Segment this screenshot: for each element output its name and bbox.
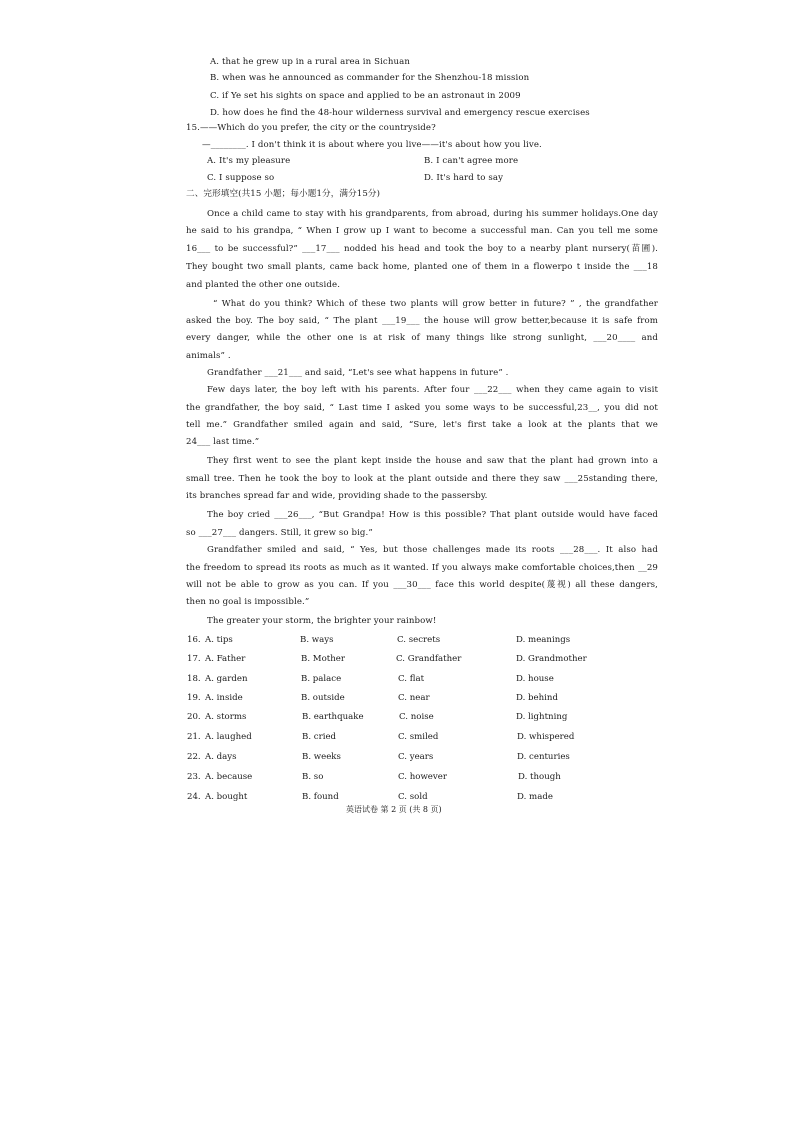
- choice-c: C. however: [398, 772, 447, 782]
- passage-line: They bought two small plants, came back home, planted one of them in a flowerpo t inside the ___18: [186, 262, 658, 272]
- page-footer: 英语试卷 第 2 页 (共 8 页): [346, 805, 442, 814]
- q14-option-d: D. how does he find the 48-hour wilderness survival and emergency rescue exercises: [210, 108, 590, 118]
- q15-reply: —________. I don't think it is about where you live——it's about how you live.: [202, 140, 542, 150]
- choice-b: B. ways: [300, 635, 334, 645]
- passage-line: Grandfather ___21___ and said, “Let's see what happens in future” .: [207, 368, 509, 378]
- choice-a: A. garden: [205, 674, 248, 684]
- choice-a: A. because: [205, 772, 253, 782]
- passage-line: 16___ to be successful?” ___17___ nodded his head and took the boy to a nearby plant nursery(苗圃).: [186, 244, 658, 254]
- choice-c: C. noise: [399, 712, 434, 722]
- q14-option-b: B. when was he announced as commander for the Shenzhou-18 mission: [210, 73, 530, 83]
- passage-line: every danger, while the other one is at risk of many things like strong sunlight, ___20____ and: [186, 333, 658, 343]
- passage-line: will not be able to grow as you can. If you ___30___ face this world despite(蔑视) all these dangers,: [186, 580, 658, 590]
- choice-number: 21.: [187, 732, 201, 742]
- choice-number: 20.: [187, 712, 201, 722]
- q15-option-b: B. I can't agree more: [424, 156, 519, 166]
- choice-d: D. whispered: [517, 732, 575, 742]
- passage-line: The boy cried ___26___, “But Grandpa! How is this possible? That plant outside would have faced: [207, 510, 658, 520]
- choice-number: 19.: [187, 693, 201, 703]
- passage-line: small tree. Then he took the boy to look at the plant outside and there they saw ___25standing there,: [186, 474, 658, 484]
- choice-c: C. years: [398, 752, 434, 762]
- choice-c: C. secrets: [397, 635, 441, 645]
- passage-line: Grandfather smiled and said, “ Yes, but those challenges made its roots ___28___. It also had: [207, 545, 658, 555]
- passage-line: Once a child came to stay with his grandparents, from abroad, during his summer holidays.One day: [207, 209, 658, 219]
- choice-b: B. Mother: [301, 654, 345, 664]
- choice-a: A. Father: [205, 654, 246, 664]
- choice-a: A. bought: [205, 792, 248, 802]
- choice-b: B. found: [302, 792, 339, 802]
- passage-line: he said to his grandpa, “ When I grow up I want to become a successful man. Can you tell me some: [186, 226, 658, 236]
- choice-c: C. Grandfather: [396, 654, 462, 664]
- choice-d: D. house: [516, 674, 554, 684]
- passage-line: Few days later, the boy left with his parents. After four ___22___ when they came again to visit: [207, 385, 658, 395]
- passage-line: tell me.” Grandfather smiled again and said, “Sure, let's first take a look at the plants that we: [186, 420, 658, 430]
- choice-b: B. earthquake: [302, 712, 364, 722]
- choice-d: D. centuries: [517, 752, 570, 762]
- choice-a: A. days: [205, 752, 237, 762]
- passage-line: the grandfather, the boy said, “ Last time I asked you some ways to be successful,23__, you did not: [186, 403, 658, 413]
- passage-line: and planted the other one outside.: [186, 280, 341, 290]
- passage-line: They first went to see the plant kept inside the house and saw that the plant had grown into a: [207, 456, 658, 466]
- choice-c: C. sold: [398, 792, 428, 802]
- choice-number: 23.: [187, 772, 201, 782]
- choice-d: D. behind: [516, 693, 558, 703]
- choice-d: D. Grandmother: [516, 654, 587, 664]
- choice-a: A. tips: [205, 635, 233, 645]
- choice-c: C. near: [398, 693, 430, 703]
- choice-d: D. meanings: [516, 635, 571, 645]
- q15-option-c: C. I suppose so: [207, 173, 275, 183]
- passage-line: the freedom to spread its roots as much as it wanted. If you always make comfortable choices,then __29: [186, 563, 658, 573]
- choice-b: B. weeks: [302, 752, 341, 762]
- choice-number: 18.: [187, 674, 201, 684]
- passage-line: its branches spread far and wide, providing shade to the passersby.: [186, 491, 488, 501]
- choice-number: 16.: [187, 635, 201, 645]
- choice-b: B. so: [302, 772, 324, 782]
- choice-number: 22.: [187, 752, 201, 762]
- choice-c: C. smiled: [398, 732, 439, 742]
- choice-d: D. made: [517, 792, 553, 802]
- q15-option-a: A. It's my pleasure: [207, 156, 291, 166]
- passage-line: 24___ last time.”: [186, 437, 260, 447]
- choice-number: 17.: [187, 654, 201, 664]
- choice-b: B. palace: [301, 674, 342, 684]
- choice-b: B. outside: [301, 693, 345, 703]
- choice-number: 24.: [187, 792, 201, 802]
- choice-a: A. inside: [205, 693, 243, 703]
- passage-line: “ What do you think? Which of these two plants will grow better in future? ” , the grandfather: [213, 299, 658, 309]
- choice-d: D. lightning: [516, 712, 568, 722]
- q14-option-c: C. if Ye set his sights on space and applied to be an astronaut in 2009: [210, 91, 521, 101]
- q14-option-a: A. that he grew up in a rural area in Sichuan: [210, 57, 410, 67]
- passage-line: so ___27___ dangers. Still, it grew so big.”: [186, 528, 373, 538]
- passage-line: asked the boy. The boy said, “ The plant ___19___ the house will grow better,because it is safe from: [186, 316, 658, 326]
- q15-option-d: D. It's hard to say: [424, 173, 504, 183]
- q15-stem: 15.——Which do you prefer, the city or the countryside?: [186, 123, 436, 133]
- choice-d: D. though: [518, 772, 561, 782]
- passage-motto: The greater your storm, the brighter your rainbow!: [207, 616, 437, 626]
- choice-c: C. flat: [398, 674, 425, 684]
- choice-a: A. storms: [205, 712, 247, 722]
- choice-b: B. cried: [302, 732, 337, 742]
- passage-line: animals” .: [186, 351, 231, 361]
- passage-line: then no goal is impossible.”: [186, 597, 310, 607]
- section-title: 二、完形填空(共15 小题；每小题1分，满分15分): [186, 189, 381, 199]
- choice-a: A. laughed: [205, 732, 252, 742]
